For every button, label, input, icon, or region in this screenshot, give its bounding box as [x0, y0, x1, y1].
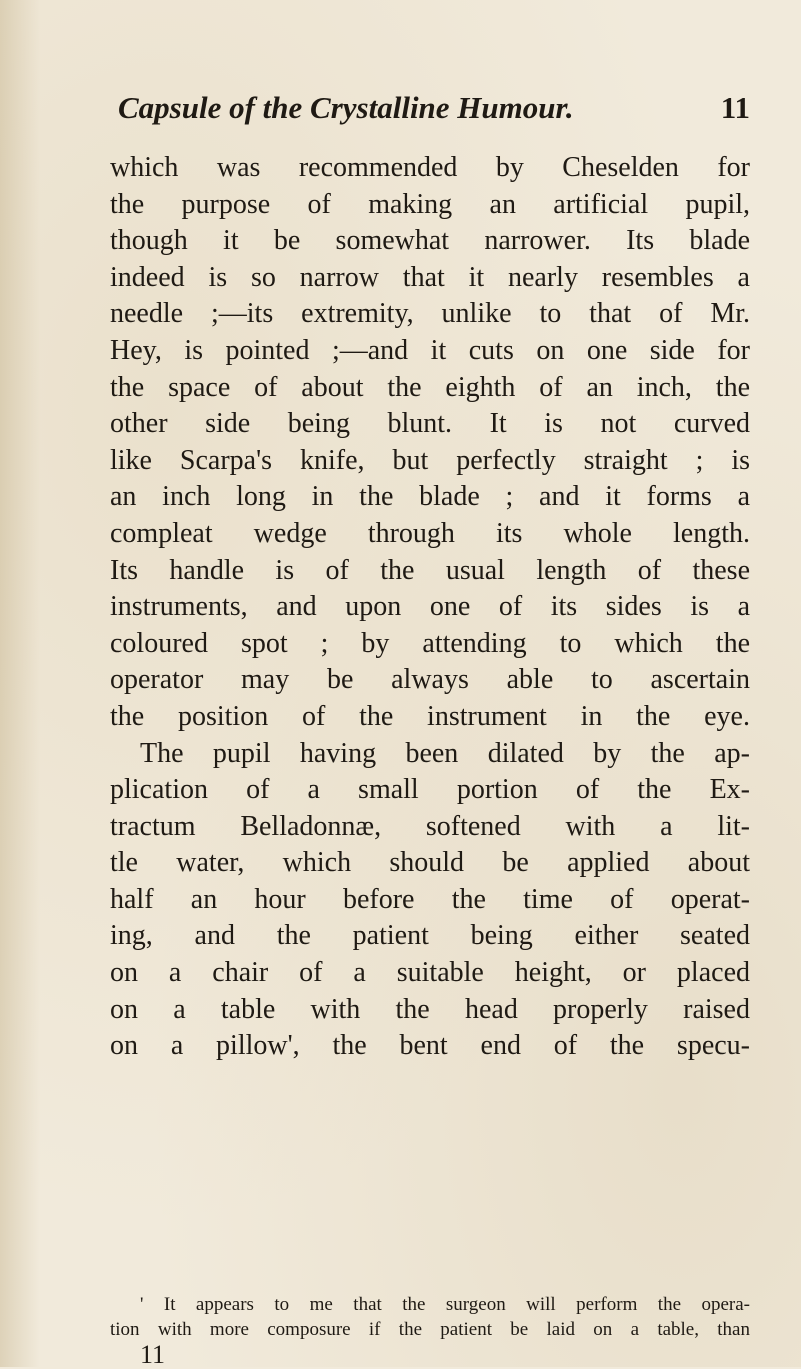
body-text — [110, 150, 750, 1065]
text-line: on a chair of a suitable height, or placed — [110, 957, 750, 989]
text-line: other side being blunt. It is not curved — [110, 408, 750, 440]
text-line: Its handle is of the usual length of these — [110, 554, 750, 586]
text-line: instruments, and upon one of its sides is a — [110, 591, 750, 623]
paragraph-start-line: The pupil having been dilated by the ap- — [140, 737, 750, 769]
text-line: on a table with the head properly raised — [110, 993, 750, 1025]
page-edge-stain — [0, 0, 40, 1367]
text-line: compleat wedge through its whole length. — [110, 517, 750, 549]
text-line: coloured spot ; by attending to which the — [110, 627, 750, 659]
signature-mark: 11 — [140, 1340, 166, 1369]
text-line: needle ;—its extremity, unlike to that of Mr. — [110, 298, 750, 330]
text-line: tractum Belladonnæ, softened with a lit- — [110, 810, 750, 842]
text-line: indeed is so narrow that it nearly resembles a — [110, 261, 750, 293]
footnote-line: ' It appears to me that the surgeon will perform the opera- — [140, 1294, 750, 1315]
text-line: plication of a small portion of the Ex- — [110, 774, 750, 806]
page-header — [118, 90, 750, 134]
text-line: Hey, is pointed ;—and it cuts on one side for — [110, 334, 750, 366]
running-head: Capsule of the Crystalline Humour. — [118, 90, 574, 125]
text-line: which was recommended by Cheselden for — [110, 152, 750, 183]
text-line: the position of the instrument in the eye. — [110, 700, 750, 732]
footnote-line: tion with more composure if the patient be laid on a table, than — [110, 1319, 750, 1340]
text-line: on a pillow', the bent end of the specu- — [110, 1030, 750, 1062]
text-line: like Scarpa's knife, but perfectly straight ; is — [110, 444, 750, 476]
footnote — [110, 1292, 750, 1342]
text-line: half an hour before the time of operat- — [110, 883, 750, 915]
text-line: the purpose of making an artificial pupil, — [110, 188, 750, 220]
text-line: the space of about the eighth of an inch, the — [110, 371, 750, 403]
text-line: an inch long in the blade ; and it forms a — [110, 481, 750, 513]
text-line: operator may be always able to ascertain — [110, 664, 750, 696]
text-line: though it be somewhat narrower. Its blade — [110, 225, 750, 257]
page-number: 11 — [720, 90, 750, 125]
text-line: tle water, which should be applied about — [110, 847, 750, 879]
text-line: ing, and the patient being either seated — [110, 920, 750, 952]
